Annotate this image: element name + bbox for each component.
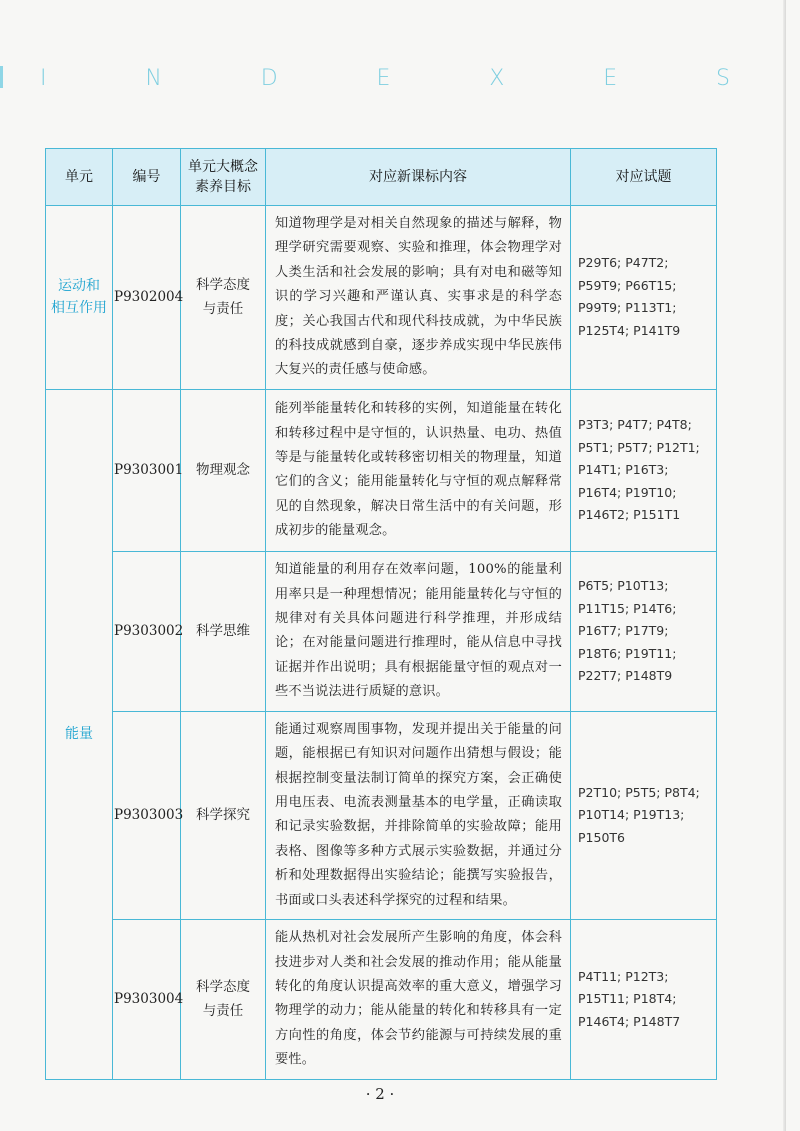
page-edge-shadow: [783, 0, 786, 1131]
code-cell: P9303001: [113, 389, 181, 551]
code-cell: P9303004: [113, 920, 181, 1079]
header-letter: D: [260, 66, 278, 91]
goal-line1: 科学思维: [196, 623, 250, 640]
header-goal: [181, 149, 266, 206]
code-cell: P9303002: [113, 551, 181, 711]
goal-line1: 科学探究: [196, 807, 250, 824]
content-cell: 能从热机对社会发展所产生影响的角度，体会科技进步对人类和社会发展的推动作用；能从能量转化的角度认识提高效率的重大意义，增强学习物理学的动力；能从能量的转化和转移具有一定方向性的角度，体会节约能源与可持续发展的重要性。: [266, 920, 571, 1079]
header-letter: X: [489, 66, 505, 91]
index-table: [45, 148, 717, 1080]
goal-cell: [181, 389, 266, 551]
content-cell: 知道物理学是对相关自然现象的描述与解释，物理学研究需要观察、实验和推理，体会物理学对人类生活和社会发展的影响；具有对电和磁等知识的学习兴趣和严谨认真、实事求是的科学态度；关心我国古代和现代科技成就，为中华民族的科技成就感到自豪，逐步养成实现中华民族伟大复兴的责任感与使命感。: [266, 206, 571, 390]
table-row: [46, 551, 717, 711]
tests-cell: P3T3; P4T7; P4T8; P5T1; P5T7; P12T1; P14T1; P16T3; P16T4; P19T10; P146T2; P151T1: [571, 389, 717, 551]
code-cell: P9302004: [113, 206, 181, 390]
edge-mark: [0, 66, 3, 88]
goal-cell: [181, 206, 266, 390]
goal-cell: [181, 551, 266, 711]
header-letter: I: [40, 66, 47, 91]
header-tests: 对应试题: [571, 149, 717, 206]
content-cell: 知道能量的利用存在效率问题，100%的能量利用率只是一种理想情况；能用能量转化与守恒的规律对有关具体问题进行科学推理，并形成结论；在对能量问题进行推理时，能从信息中寻找证据并作出说明；具有根据能量守恒的观点对一些不当说法进行质疑的意识。: [266, 551, 571, 711]
header-unit: 单元: [46, 149, 113, 206]
goal-line1: 物理观念: [196, 462, 250, 479]
header-code: 编号: [113, 149, 181, 206]
page-number: · 2 ·: [365, 1085, 395, 1103]
tests-cell: P2T10; P5T5; P8T4; P10T14; P19T13; P150T6: [571, 711, 717, 919]
header-letter: E: [376, 66, 391, 91]
tests-cell: P4T11; P12T3; P15T11; P18T4; P146T4; P148T7: [571, 920, 717, 1079]
table-row: [46, 389, 717, 551]
goal-line1: 科学态度: [196, 979, 250, 996]
tests-cell: P29T6; P47T2; P59T9; P66T15; P99T9; P113T1; P125T4; P141T9: [571, 206, 717, 390]
content-cell: 能通过观察周围事物，发现并提出关于能量的问题，能根据已有知识对问题作出猜想与假设；能根据控制变量法制订简单的探究方案，会正确使用电压表、电流表测量基本的电学量，正确读取和记录实验数据，并排除简单的实验故障；能用表格、图像等多种方式展示实验数据，并通过分析和处理数据得出实验结论；能撰写实验报告，书面或口头表述科学探究的过程和结果。: [266, 711, 571, 919]
unit-name-line1: 运动和: [58, 278, 100, 295]
unit-cell: [46, 389, 113, 1079]
table-header-row: [46, 149, 717, 206]
header-goal-line2: 素养目标: [195, 179, 251, 195]
indexes-header: [40, 66, 730, 91]
table-row: [46, 920, 717, 1079]
tests-cell: P6T5; P10T13; P11T15; P14T6; P16T7; P17T9; P18T6; P19T11; P22T7; P148T9: [571, 551, 717, 711]
goal-line2: 与责任: [202, 1003, 244, 1020]
table-row: [46, 711, 717, 919]
unit-name-line2: 相互作用: [51, 300, 107, 317]
goal-line2: 与责任: [202, 301, 244, 318]
content-cell: 能列举能量转化和转移的实例，知道能量在转化和转移过程中是守恒的，认识热量、电功、热值等是与能量转化或转移密切相关的物理量，知道它们的含义；能用能量转化与守恒的观点解释常见的自然现象，解决日常生活中的有关问题，形成初步的能量观念。: [266, 389, 571, 551]
unit-name-line1: 能量: [65, 726, 93, 743]
goal-cell: [181, 920, 266, 1079]
goal-cell: [181, 711, 266, 919]
table-row: [46, 206, 717, 390]
unit-cell: [46, 206, 113, 390]
header-letter: N: [145, 66, 162, 91]
header-content: 对应新课标内容: [266, 149, 571, 206]
goal-line1: 科学态度: [196, 277, 250, 294]
code-cell: P9303003: [113, 711, 181, 919]
header-goal-line1: 单元大概念: [188, 159, 258, 175]
header-letter: E: [603, 66, 618, 91]
header-letter: S: [715, 66, 730, 91]
